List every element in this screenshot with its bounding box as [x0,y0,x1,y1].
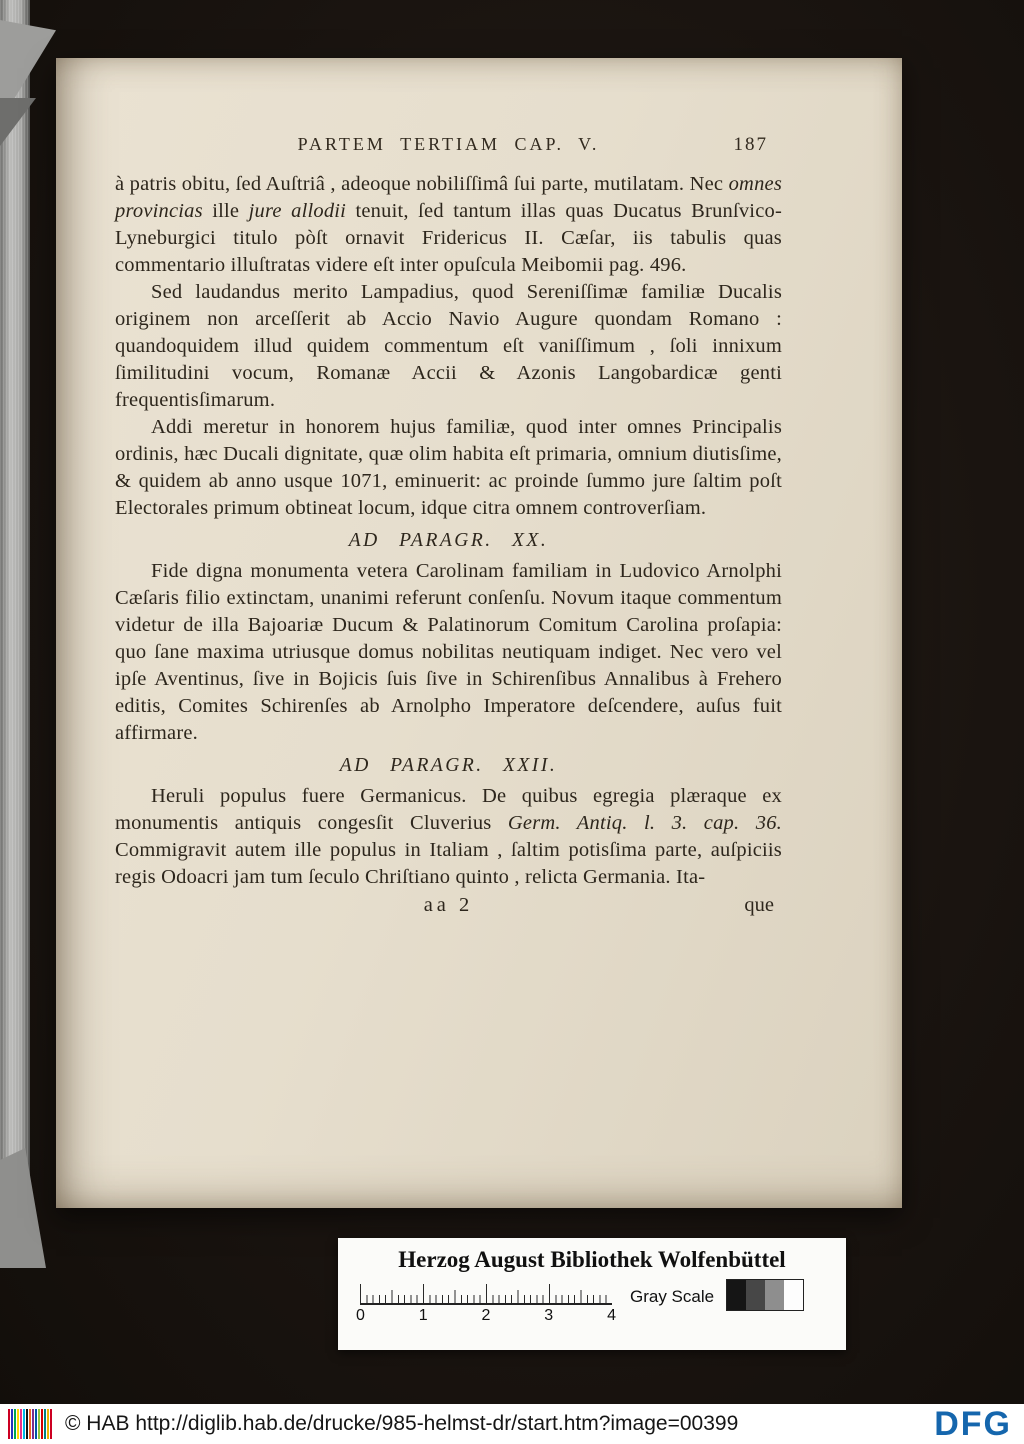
gray-swatch [746,1280,765,1310]
barcode-stripe [26,1409,28,1439]
page-body [115,171,782,891]
barcode-stripe [44,1409,46,1439]
barcode-stripe [29,1409,31,1439]
barcode-stripe [38,1409,40,1439]
copyright-url: © HAB http://diglib.hab.de/drucke/985-helmst-dr/start.htm?image=00399 [65,1412,739,1435]
library-name: Herzog August Bibliothek Wolfenbüttel [398,1247,786,1272]
barcode-stripe [23,1409,25,1439]
gray-scale-label: Gray Scale [630,1287,715,1306]
paragraph: à patris obitu, ſed Auſtriâ , adeoque nobiliſſimâ ſui parte, mutilatam. Nec omnes provincias ille jure allodii tenuit, ſed tantum illas quas Ducatus Brunſvico-Lyneburgici titulo pòſt ornavit Fridericus II. Cæſar, iis tabulis quas commentario illuſtratas videre eſt inter opuſcula Meibomii pag. 496. [115,173,782,276]
library-label-card [338,1238,846,1350]
gray-swatch [765,1280,784,1310]
ruler-number: 2 [481,1307,491,1324]
section-heading: AD PARAGR. XX. [348,530,549,551]
signature-mark: aa 2 [423,894,474,916]
barcode-stripe [20,1409,22,1439]
barcode-stripe [35,1409,37,1439]
ruler [356,1283,616,1331]
barcode-stripe [41,1409,43,1439]
book-edge-corner-bottom [0,1148,46,1268]
signature-line [115,894,782,922]
paragraph: Sed laudandus merito Lampadius, quod Sereniſſimæ familiæ Ducalis originem non arceſſerit ab Accio Navio Augure quondam Romano : quandoquidem illud quidem commentum eſt vaniſſimum , ſoli innixum ſimilitudini vocum, Romanæ Accii & Azonis Langobardicæ genti frequentisſimarum. [115,281,782,411]
ruler-number: 0 [356,1307,365,1324]
paragraph: Heruli populus fuere Germanicus. De quibus egregia plæraque ex monumentis antiquis congesſit Cluverius Germ. Antiq. l. 3. cap. 36. Commigravit autem ille populus in Italiam , ſaltim potisſima parte, auſpiciis regis Odoacri jam tum ſeculo Chriſtiano quinto , relicta Germania. Ita- [115,785,782,888]
barcode-stripe [50,1409,52,1439]
section-heading: AD PARAGR. XXII. [339,755,558,776]
barcode-stripe [47,1409,49,1439]
barcode-stripe [11,1409,13,1439]
ruler-number: 4 [607,1307,616,1324]
book-page [56,58,902,1208]
paragraph: Addi meretur in honorem hujus familiæ, quod inter omnes Principalis ordinis, hæc Ducali dignitate, quæ olim habita eſt primaria, omnium diutisſime, & quidem ab anno usque 1071, eminuerit: ac proinde ſummo jure ſaltim poſt Electorales primum obtineat locum, idque citra omnem controverſiam. [115,416,782,519]
footer-bar [0,1404,1024,1444]
gray-swatch [784,1280,803,1310]
barcode-stripe [14,1409,16,1439]
page-header [115,134,782,155]
dfg-logo: DFG [934,1404,1012,1443]
text-column [115,134,782,922]
barcode-stripe [8,1409,10,1439]
page-number: 187 [733,134,768,155]
barcode-stripe [17,1409,19,1439]
ruler-ticks-icon [360,1283,612,1305]
ruler-number: 1 [418,1307,428,1324]
catchword: que [744,894,774,916]
label-scale-row [338,1273,846,1331]
color-barcode-icon [8,1409,53,1439]
book-page-edges [0,0,30,1236]
paragraph: Fide digna monumenta vetera Carolinam familiam in Ludovico Arnolphi Cæſaris filio extinctam, unanimi referunt conſenſu. Novum itaque commentum videtur de illa Bajoariæ Ducum & Palatinorum Comitum Carolina proſapia: quo ſane maxima utriusque domus nobilitas neutiquam indiget. Nec vero vel ipſe Aventinus, ſive in Bojicis ſuis ſive in Schirenſibus Annalibus à Frehero editis, Comites Schirenſes ab Arnolpho Imperatore deſcendere, auſus fuit affirmare. [115,560,782,744]
barcode-stripe [32,1409,34,1439]
gray-scale-patches [726,1279,804,1311]
ruler-numbers [356,1307,616,1325]
gray-swatch [727,1280,746,1310]
running-title: PARTEM TERTIAM CAP. V. [297,134,600,154]
ruler-number: 3 [544,1307,554,1324]
